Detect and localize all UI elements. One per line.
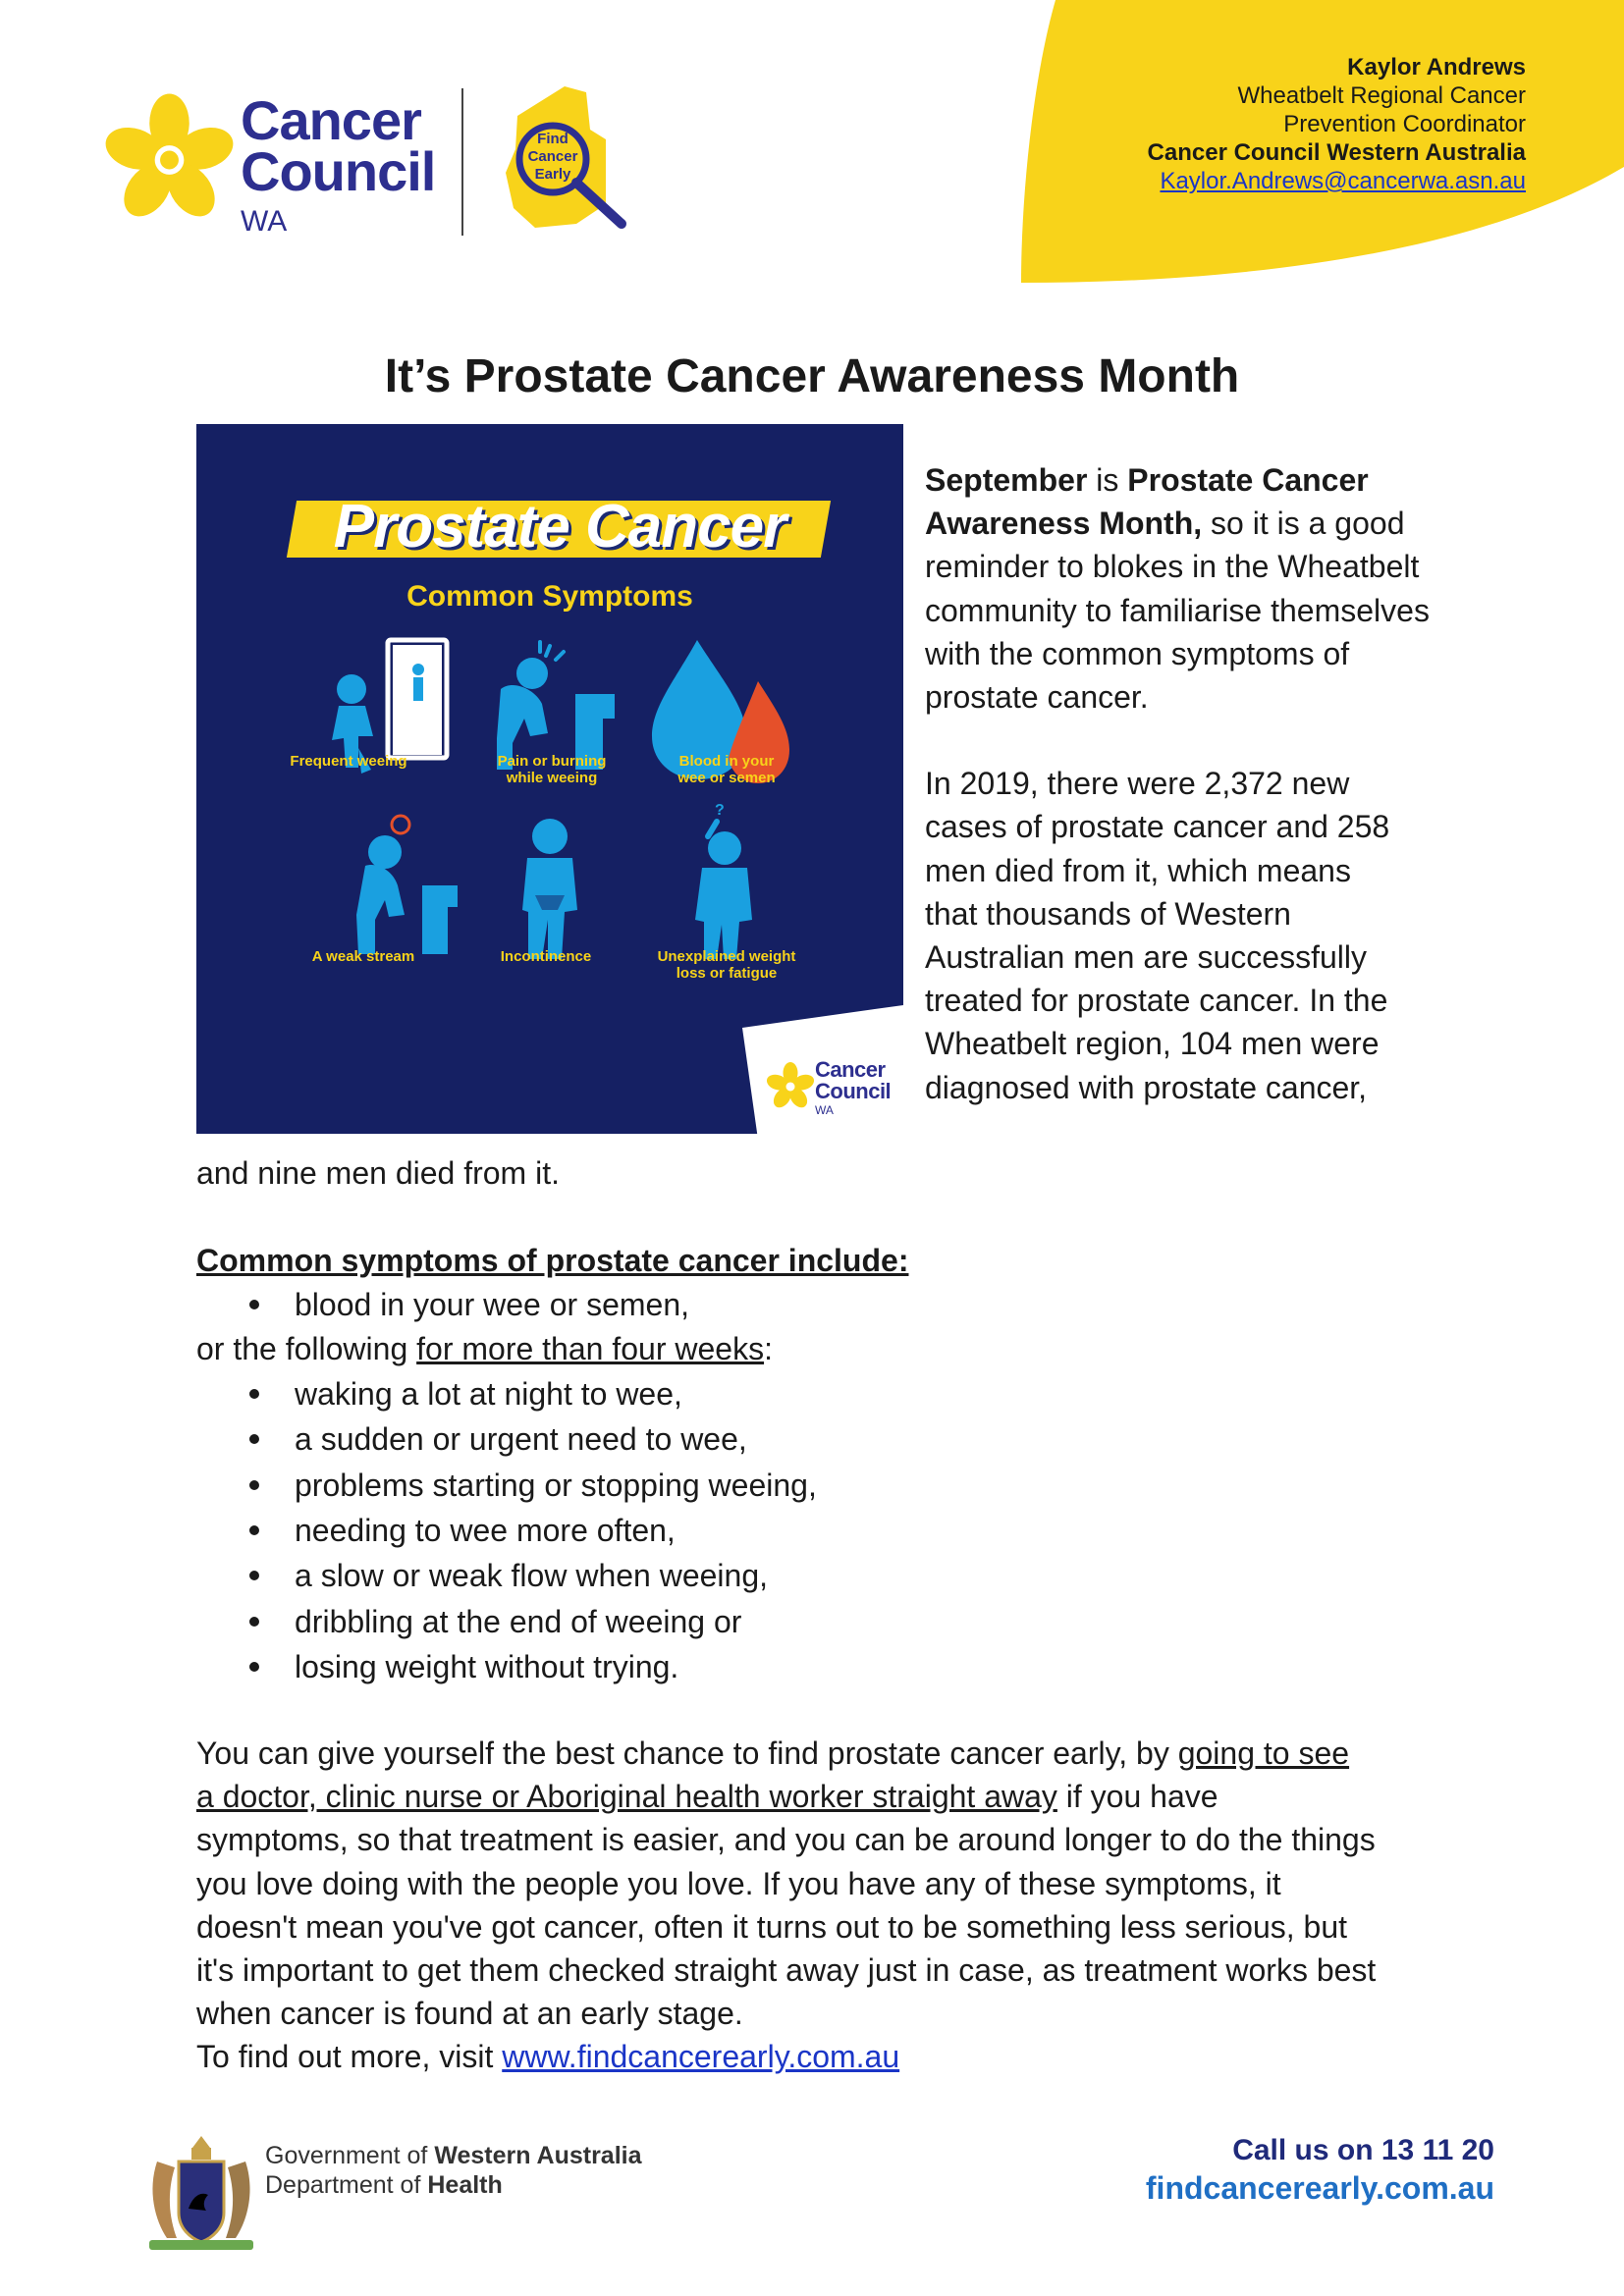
- symptom-item: a sudden or urgent need to wee,: [295, 1421, 747, 1457]
- poster-logo-word1: Cancer: [815, 1057, 886, 1082]
- symptom-item: a slow or weak flow when weeing,: [295, 1558, 769, 1593]
- symptom-item: needing to wee more often,: [295, 1513, 676, 1548]
- daffodil-icon: [103, 91, 236, 229]
- symptom-item: waking a lot at night to wee,: [295, 1376, 682, 1412]
- government-line: Government of Western Australia: [265, 2142, 642, 2169]
- fce-line1: Find: [537, 131, 568, 147]
- poster-logo-region: WA: [815, 1103, 834, 1117]
- logo-word-council: Council: [241, 140, 436, 202]
- bullet-icon: [249, 1525, 259, 1535]
- poster-subheading: Common Symptoms: [406, 580, 693, 613]
- government-text: [265, 2141, 642, 2200]
- symptom-item-first: blood in your wee or semen,: [295, 1287, 689, 1322]
- daffodil-icon: [766, 1060, 815, 1113]
- page-title: It’s Prostate Cancer Awareness Month: [384, 350, 1240, 402]
- symptom-item: problems starting or stopping weeing,: [295, 1468, 817, 1503]
- contact-name: Kaylor Andrews: [1347, 54, 1526, 80]
- contact-email-link[interactable]: Kaylor.Andrews@cancerwa.asn.au: [1160, 168, 1526, 194]
- intro-paragraph-2: In 2019, there were 2,372 new cases of prostate cancer and 258 men died from it, which means that thousands of Western Australian men are successfully treated for prostate cancer. In the Wheatbelt region, 104 men were diagnosed with prostate cancer,: [925, 766, 1390, 1105]
- call-us-phone[interactable]: Call us on 13 11 20: [1232, 2134, 1494, 2166]
- symptom-item: dribbling at the end of weeing or: [295, 1604, 742, 1639]
- find-cancer-early-link[interactable]: www.findcancerearly.com.au: [502, 2039, 900, 2075]
- wa-government-crest-icon: [137, 2122, 265, 2260]
- contact-block: [1015, 53, 1526, 195]
- bullet-icon: [249, 1300, 259, 1309]
- bullet-icon: [249, 1617, 259, 1627]
- weak-stream-icon: [356, 816, 458, 954]
- pain-or-burning-icon: [497, 642, 615, 770]
- symptom-label-4: A weak stream: [311, 948, 415, 965]
- svg-text:?: ?: [715, 802, 725, 819]
- symptom-label-3: Blood in your wee or semen: [677, 753, 776, 786]
- contact-role-line1: Wheatbelt Regional Cancer: [1237, 82, 1526, 109]
- bullet-icon: [249, 1389, 259, 1399]
- symptom-label-2: Pain or burning while weeing: [497, 753, 607, 786]
- cancer-council-logo: [103, 83, 436, 250]
- bullet-icon: [249, 1480, 259, 1490]
- intro-paragraph-1: September is Prostate Cancer Awareness Month, so it is a good reminder to blokes in the Wheatbelt community to familiarise themselves with the common symptoms of prostate cancer.: [925, 462, 1430, 716]
- incontinence-icon: [522, 819, 577, 959]
- closing-paragraph: You can give yourself the best chance to find prostate cancer early, by going to see a doctor, clinic nurse or Aboriginal health worker straight away if you have symptoms, so that treatment is easier, and you can be around longer to do the things you love doing with the people you love. If you have any of these symptoms, it doesn't mean you've got cancer, often it turns out to be something less serious, but it's important to get them checked straight away just in case, as treatment works best when cancer is found at an early stage. To find out more, visit www.findcancerearly.com.au: [196, 1735, 1377, 2075]
- symptoms-heading: Common symptoms of prostate cancer include:: [196, 1243, 909, 1278]
- logo-word-cancer: Cancer: [241, 89, 421, 151]
- symptoms-duration-intro: or the following for more than four weeks:: [196, 1331, 773, 1366]
- fatigue-icon: [695, 802, 752, 959]
- intro-text: [925, 458, 1455, 1109]
- find-cancer-early-logo: [496, 79, 643, 236]
- department-line: Department of Health: [265, 2171, 503, 2199]
- bullet-icon: [249, 1571, 259, 1580]
- poster-cancer-council-logo: [766, 1054, 903, 1123]
- contact-role-line2: Prevention Coordinator: [1283, 111, 1526, 137]
- bullet-icon: [249, 1434, 259, 1444]
- logo-word-wa: WA: [241, 205, 288, 238]
- contact-organisation: Cancer Council Western Australia: [1147, 139, 1526, 166]
- symptom-item: losing weight without trying.: [295, 1649, 679, 1684]
- poster-heading: Prostate Cancer: [333, 493, 786, 561]
- footer-website-link[interactable]: findcancerearly.com.au: [1145, 2170, 1494, 2206]
- logo-divider: [461, 88, 463, 236]
- symptom-label-6: Unexplained weight loss or fatigue: [657, 948, 796, 982]
- symptoms-poster: [196, 424, 903, 1134]
- intro-paragraph-2-continuation: and nine men died from it.: [196, 1155, 560, 1191]
- bullet-icon: [249, 1662, 259, 1672]
- fce-line2: Cancer: [527, 148, 578, 165]
- fce-line3: Early: [534, 166, 571, 183]
- poster-logo-word2: Council: [815, 1079, 892, 1103]
- symptom-label-1: Frequent weeing: [290, 753, 407, 770]
- symptom-label-5: Incontinence: [500, 948, 592, 965]
